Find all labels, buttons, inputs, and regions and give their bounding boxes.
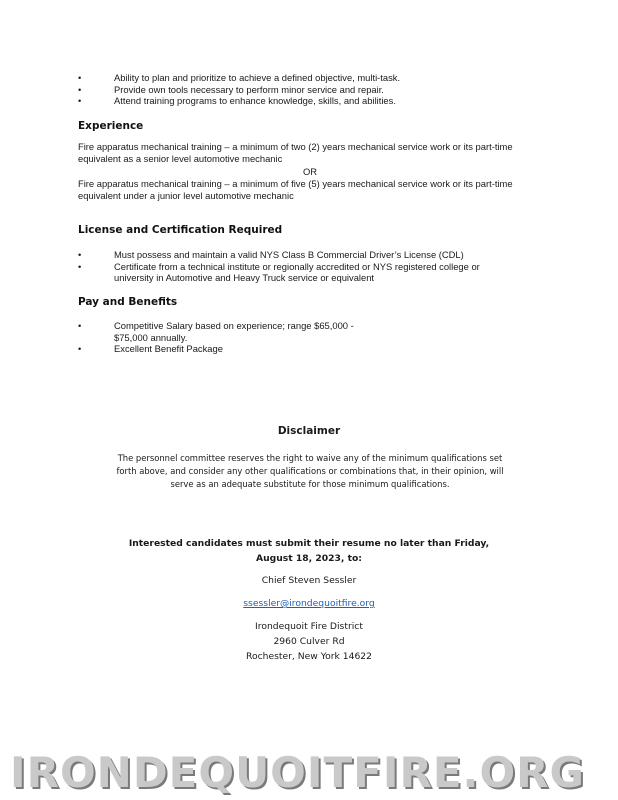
experience-or: OR (302, 166, 318, 177)
pay-heading: Pay and Benefits (78, 296, 178, 308)
contact-street: 2960 Culver Rd (273, 636, 345, 647)
list-item: • Ability to plan and prioritize to achieve a defined objective, multi-task. (78, 72, 401, 83)
list-item: • Competitive Salary based on experience; range $65,000 - $75,000 annually. (78, 320, 354, 343)
list-item: • Excellent Benefit Package (78, 343, 223, 355)
list-item: • Attend training programs to enhance knowledge, skills, and abilities. (78, 95, 396, 107)
bullet-icon: • (78, 249, 82, 260)
bullet-icon: • (78, 260, 82, 272)
watermark-logo: IRONDEQUOITFIRE.ORG (10, 748, 585, 797)
license-heading: License and Certification Required (78, 224, 283, 236)
skills-list (78, 72, 518, 107)
contact-city: Rochester, New York 14622 (246, 651, 372, 662)
disclaimer-text: The personnel committee reserves the right to waive any of the minimum qualifications set forth above, and consider any other qualifications or combinations that, in their opinion, will serve as an adequate substitute for those minimum qualifications. (116, 453, 504, 489)
experience-heading: Experience (78, 120, 144, 132)
list-item: • Provide own tools necessary to perform minor service and repair. (78, 83, 384, 95)
disclaimer-title: Disclaimer (277, 425, 341, 437)
bullet-icon: • (78, 72, 82, 83)
contact-name: Chief Steven Sessler (261, 575, 357, 586)
bullet-icon: • (78, 83, 82, 95)
license-list (78, 249, 518, 284)
deadline-text: Interested candidates must submit their resume no later than Friday, August 18, 2023, to: (128, 538, 490, 564)
contact-org: Irondequoit Fire District (255, 621, 363, 632)
pay-list (78, 320, 378, 355)
bullet-icon: • (78, 95, 82, 107)
bullet-icon: • (78, 343, 82, 355)
list-item: • Certificate from a technical institute or regionally accredited or NYS registered college or university in Automotive and Heavy Truck service or equivalent (78, 260, 480, 284)
list-item: • Must possess and maintain a valid NYS Class B Commercial Driver’s License (CDL) (78, 249, 464, 260)
contact-email-wrap (0, 597, 618, 612)
experience-senior: Fire apparatus mechanical training – a minimum of two (2) years mechanical service work or its part-time equivalent as a senior level automotive mechanic (78, 141, 513, 164)
contact-email-link[interactable]: ssessler@irondequoitfire.org (243, 598, 375, 609)
bullet-icon: • (78, 320, 82, 331)
experience-junior: Fire apparatus mechanical training – a minimum of five (5) years mechanical service work or its part-time equivalent under a junior level automotive mechanic (78, 178, 513, 201)
